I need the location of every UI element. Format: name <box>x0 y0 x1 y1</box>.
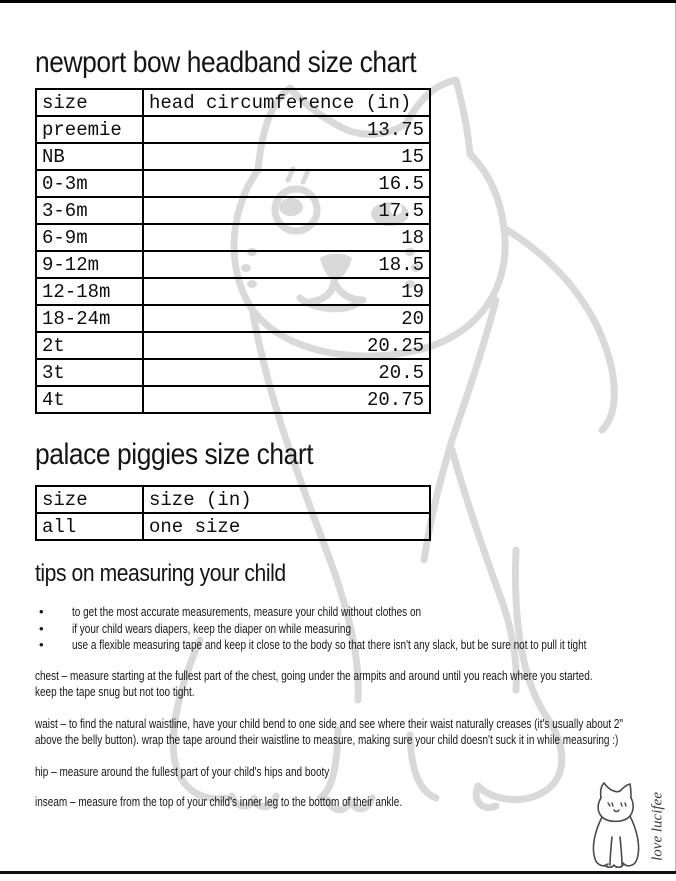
size-cell: NB <box>36 143 143 170</box>
value-cell: 20.5 <box>143 359 430 386</box>
size-cell: 4t <box>36 386 143 413</box>
size-cell: 3-6m <box>36 197 143 224</box>
table-row <box>36 386 430 413</box>
table-row <box>36 278 430 305</box>
size-column-header: size <box>36 89 143 116</box>
value-cell: 20 <box>143 305 430 332</box>
table-header-row <box>36 486 430 513</box>
value-cell: 16.5 <box>143 170 430 197</box>
tips-heading: tips on measuring your child <box>35 560 286 587</box>
size-in-column-header: size (in) <box>143 486 430 513</box>
table-row <box>36 170 430 197</box>
paragraph-line: hip – measure around the fullest part of your child's hips and booty <box>35 765 330 779</box>
table-row <box>36 116 430 143</box>
bullet-text: to get the most accurate measurements, measure your child without clothes on <box>72 605 422 619</box>
hip-measure-paragraph <box>35 764 403 780</box>
value-cell: 17.5 <box>143 197 430 224</box>
list-item <box>38 621 676 638</box>
bullet-text: if your child wears diapers, keep the diaper on while measuring <box>72 621 352 636</box>
table-row <box>36 143 430 170</box>
paragraph-line: chest – measure starting at the fullest part of the chest, going under the armpits and around until you reach where you started. <box>35 669 593 683</box>
tips-bullet-list <box>38 604 676 654</box>
size-cell: 9-12m <box>36 251 143 278</box>
paragraph-line: waist – to find the natural waistline, have your child bend to one side and see where their waist naturally creases (it's usually about 2" <box>35 717 624 731</box>
size-cell: 0-3m <box>36 170 143 197</box>
value-cell: 15 <box>143 143 430 170</box>
table-row <box>36 305 430 332</box>
paragraph-line: keep the tape snug but not too tight. <box>35 685 195 699</box>
value-cell: 18 <box>143 224 430 251</box>
paragraph-line: inseam – measure from the top of your child's inner leg to the bottom of their ankle. <box>35 795 403 809</box>
newport-size-table <box>35 88 431 414</box>
size-cell: all <box>36 513 143 540</box>
size-column-header: size <box>36 486 143 513</box>
signature-text: love lucifee <box>649 792 666 861</box>
size-cell: 12-18m <box>36 278 143 305</box>
newport-chart-title: newport bow headband size chart <box>35 46 417 79</box>
size-cell: 3t <box>36 359 143 386</box>
table-row <box>36 197 430 224</box>
paragraph-line: above the belly button). wrap the tape around their waistline to measure, making sure your child doesn't suck it in while measuring :) <box>35 733 619 747</box>
cat-logo-icon <box>590 781 642 869</box>
value-cell: 19 <box>143 278 430 305</box>
piggies-size-table <box>35 485 431 541</box>
waist-measure-paragraph <box>35 716 676 748</box>
size-cell: preemie <box>36 116 143 143</box>
chest-measure-paragraph <box>35 668 676 700</box>
size-cell: 18-24m <box>36 305 143 332</box>
circumference-column-header: head circumference (in) <box>143 89 430 116</box>
value-cell: 13.75 <box>143 116 430 143</box>
table-row <box>36 513 430 540</box>
table-row <box>36 251 430 278</box>
table-header-row <box>36 89 430 116</box>
table-row <box>36 359 430 386</box>
value-cell: 20.25 <box>143 332 430 359</box>
list-item <box>38 637 676 654</box>
value-cell: 20.75 <box>143 386 430 413</box>
value-cell: one size <box>143 513 430 540</box>
table-row <box>36 332 430 359</box>
inseam-measure-paragraph <box>35 794 494 810</box>
piggies-chart-title: palace piggies size chart <box>35 438 314 471</box>
list-item <box>38 604 676 621</box>
bullet-text: use a flexible measuring tape and keep it close to the body so that there isn't any slack, but be sure not to pull it tight <box>72 638 587 652</box>
size-cell: 6-9m <box>36 224 143 251</box>
table-row <box>36 224 430 251</box>
size-cell: 2t <box>36 332 143 359</box>
value-cell: 18.5 <box>143 251 430 278</box>
